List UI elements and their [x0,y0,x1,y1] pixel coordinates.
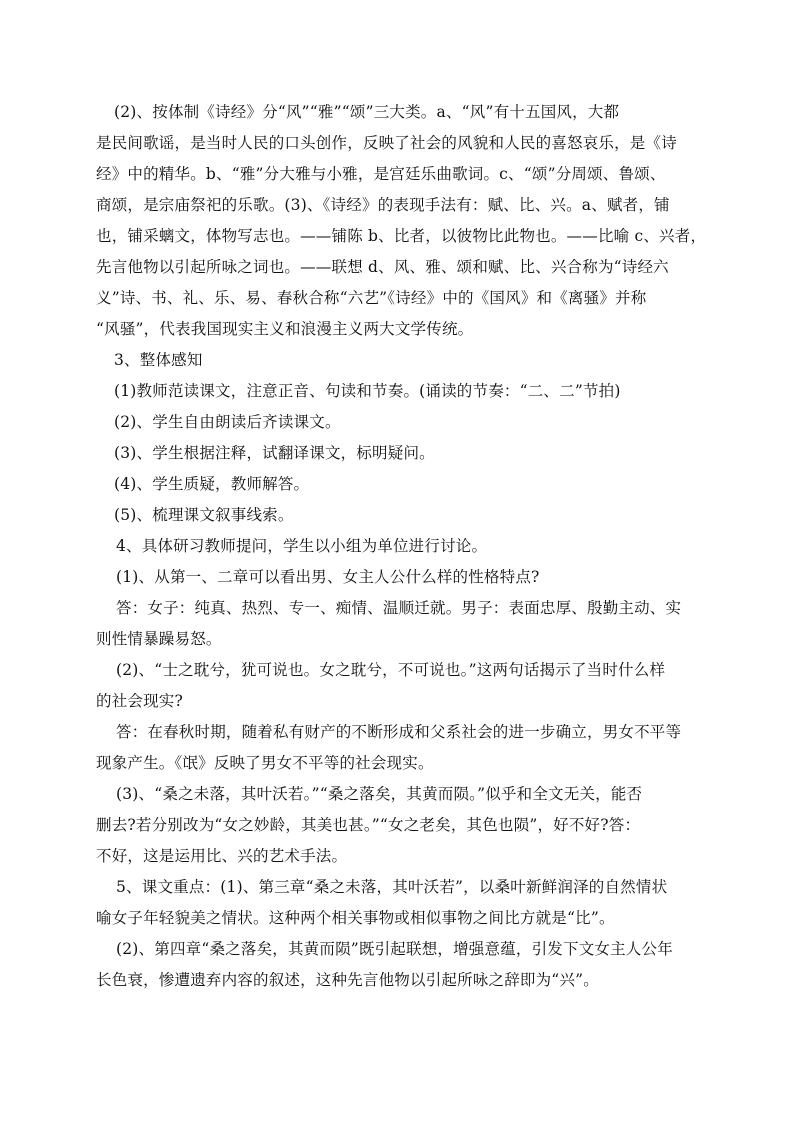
question-line: (2)、“士之耽兮，犹可说也。女之耽兮，不可说也。”这两句话揭示了当时什么样 [116,661,666,679]
document-body [96,97,708,996]
paragraph-line: 也，铺采螭文，体物写志也。——铺陈 b、比者，以彼物比此物也。——比喻 c、兴者， [96,227,707,245]
paragraph-line: 经》中的精华。b、“雅”分大雅与小雅，是宫廷乐曲歌词。c、“颂”分周颂、鲁颂、 [96,165,666,183]
question-line: 删去?若分别改为“女之妙龄，其美也甚。”“女之老矣，其色也陨”，好不好?答： [96,816,641,834]
paragraph-line: (2)、按体制《诗经》分“风”“雅”“颂”三大类。a、“风”有十五国风，大都 [114,103,620,121]
paragraph-line: 先言他物以引起所咏之词也。——联想 d、风、雅、颂和赋、比、兴合称为“诗经六 [96,258,669,276]
paragraph-line: 商颂，是宗庙祭祀的乐歌。(3)、《诗经》的表现手法有：赋、比、兴。a、赋者，铺 [96,196,670,214]
paragraph-line: (1)教师范读课文，注意正音、句读和节奏。(诵读的节奏：“二、二”节拍) [114,382,621,400]
question-line: (1)、从第一、二章可以看出男、女主人公什么样的性格特点? [116,568,540,586]
answer-line: 不好，这是运用比、兴的艺术手法。 [96,847,348,865]
paragraph-line: (3)、学生根据注释，试翻译课文，标明疑问。 [114,444,435,462]
section-heading: 3、整体感知 [114,351,203,369]
paragraph-line: (4)、学生质疑，教师解答。 [114,475,310,493]
question-line: (3)、“桑之未落，其叶沃若。”“桑之落矣，其黄而陨。”似乎和全文无关，能否 [116,785,643,803]
answer-line: 现象产生。《氓》反映了男女不平等的社会现实。 [96,754,434,772]
answer-line: 答：在春秋时期，随着私有财产的不断形成和父系社会的进一步确立，男女不平等 [116,723,682,741]
paragraph-line: “风骚”，代表我国现实主义和浪漫主义两大文学传统。 [96,320,474,338]
paragraph-line: 喻女子年轻貌美之情状。这种两个相关事物或相似事物之间比方就是“比”。 [96,909,615,927]
paragraph-line: (2)、第四章“桑之落矣，其黄而陨”既引起联想，增强意蕴，引发下文女主人公年 [116,940,673,958]
paragraph-line: 长色衰，惨遭遗弃内容的叙述，这种先言他物以引起所咏之辞即为“兴”。 [96,971,599,989]
answer-line: 则性情暴躁易怒。 [96,630,222,648]
answer-line: 答：女子：纯真、热烈、专一、痴情、温顺迁就。男子：表面忠厚、殷勤主动、实 [116,599,682,617]
question-line: 的社会现实? [96,692,184,710]
paragraph-line: (2)、学生自由朗读后齐读课文。 [114,413,341,431]
section-heading: 5、课文重点：(1)、第三章“桑之未落，其叶沃若”，以桑叶新鲜润泽的自然情状 [116,878,668,896]
paragraph-line: (5)、梳理课文叙事线索。 [114,506,294,524]
paragraph-line: 义”诗、书、礼、乐、易、春秋合称“六艺”《诗经》中的《国风》和《离骚》并称 [96,289,647,307]
section-heading: 4、具体研习教师提问，学生以小组为单位进行讨论。 [116,537,488,555]
paragraph-line: 是民间歌谣，是当时人民的口头创作，反映了社会的风貌和人民的喜怒哀乐，是《诗 [96,134,677,152]
